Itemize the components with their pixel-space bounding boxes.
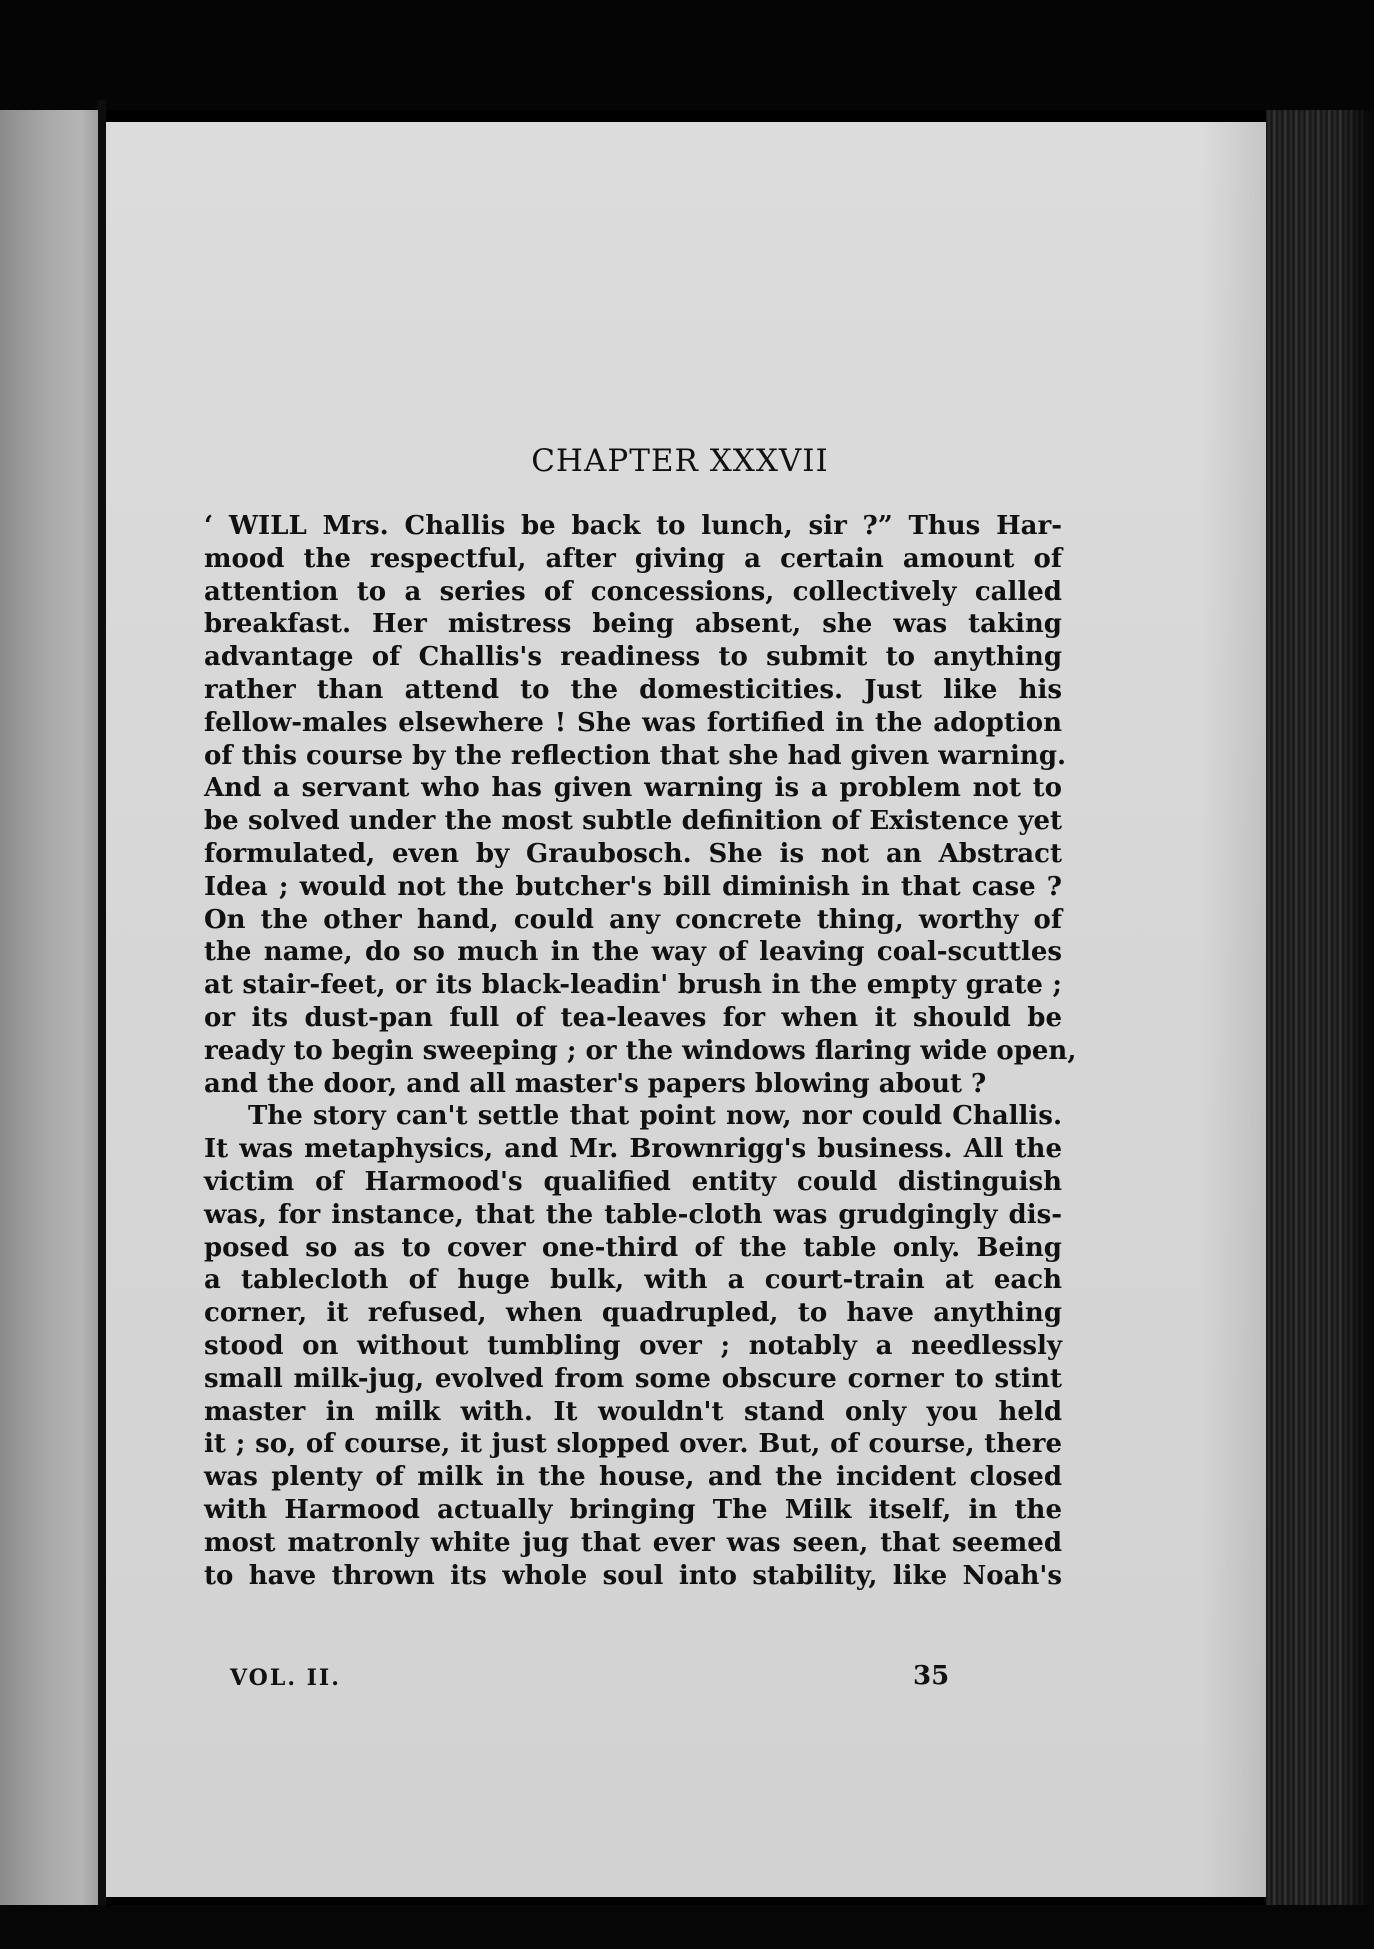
- text-line: the name, do so much in the way of leaving coal-scuttles: [204, 937, 1062, 968]
- text-line: be solved under the most subtle definition of Existence yet: [204, 806, 1062, 837]
- text-line: posed so as to cover one-third of the table only. Being: [204, 1232, 1062, 1263]
- text-line: breakfast. Her mistress being absent, she was taking: [204, 609, 1062, 640]
- text-line: most matronly white jug that ever was seen, that seemed: [204, 1527, 1062, 1558]
- text-line: attention to a series of concessions, collectively called: [204, 576, 1062, 607]
- text-line: or its dust-pan full of tea-leaves for when it should be: [204, 1002, 1062, 1033]
- text-line: a tablecloth of huge bulk, with a court-train at each: [204, 1265, 1062, 1296]
- chapter-heading: CHAPTER XXXVII: [531, 443, 829, 479]
- text-line: ‘ WILL Mrs. Challis be back to lunch, sir ?” Thus Har-: [204, 511, 1062, 541]
- text-line: Idea ; would not the butcher's bill diminish in that case ?: [204, 871, 1062, 902]
- text-line: corner, it refused, when quadrupled, to have anything: [204, 1298, 1062, 1329]
- text-line: fellow-males elsewhere ! She was fortified in the adoption: [204, 707, 1062, 738]
- text-line: of this course by the reflection that she had given warning.: [204, 740, 1067, 771]
- text-line: mood the respectful, after giving a certain amount of: [204, 543, 1062, 574]
- text-line: master in milk with. It wouldn't stand only you held: [204, 1396, 1062, 1427]
- text-line: stood on without tumbling over ; notably a needlessly: [204, 1330, 1062, 1361]
- page-footer: [230, 1661, 1010, 1701]
- text-line: at stair-feet, or its black-leadin' brush in the empty grate ;: [204, 970, 1062, 1001]
- text-line: was, for instance, that the table-cloth was grudgingly dis-: [204, 1199, 1062, 1230]
- text-line: it ; so, of course, it just slopped over. But, of course, there: [204, 1429, 1062, 1460]
- text-line: with Harmood actually bringing The Milk itself, in the: [204, 1494, 1062, 1525]
- text-line: And a servant who has given warning is a problem not to: [204, 773, 1062, 804]
- scan-bottom-border: [0, 1905, 1374, 1949]
- page-number: 35: [913, 1661, 950, 1691]
- volume-label: VOL. II.: [230, 1665, 341, 1691]
- facing-page-edge: [0, 110, 102, 1905]
- page-shadow: [1200, 122, 1266, 1897]
- text-line: small milk-jug, evolved from some obscure corner to stint: [204, 1363, 1062, 1394]
- scan-top-border: [0, 0, 1374, 110]
- text-line: advantage of Challis's readiness to submit to anything: [204, 642, 1062, 673]
- text-line: and the door, and all master's papers blowing about ?: [204, 1068, 987, 1099]
- book-gutter: [98, 100, 106, 1910]
- text-line: On the other hand, could any concrete thing, worthy of: [204, 904, 1062, 935]
- text-line: was plenty of milk in the house, and the incident closed: [204, 1462, 1062, 1493]
- text-line: rather than attend to the domesticities. Just like his: [204, 674, 1062, 705]
- text-line: to have thrown its whole soul into stability, like Noah's: [204, 1560, 1062, 1591]
- text-line: It was metaphysics, and Mr. Brownrigg's business. All the: [204, 1134, 1062, 1165]
- text-line: ready to begin sweeping ; or the windows flaring wide open,: [204, 1035, 1077, 1066]
- text-line: victim of Harmood's qualified entity could distinguish: [204, 1166, 1062, 1197]
- text-line: The story can't settle that point now, nor could Challis.: [248, 1101, 1062, 1132]
- text-line: formulated, even by Graubosch. She is not an Abstract: [204, 838, 1062, 869]
- body-text: [204, 510, 1077, 1592]
- book-edge-shadow: [1340, 110, 1374, 1905]
